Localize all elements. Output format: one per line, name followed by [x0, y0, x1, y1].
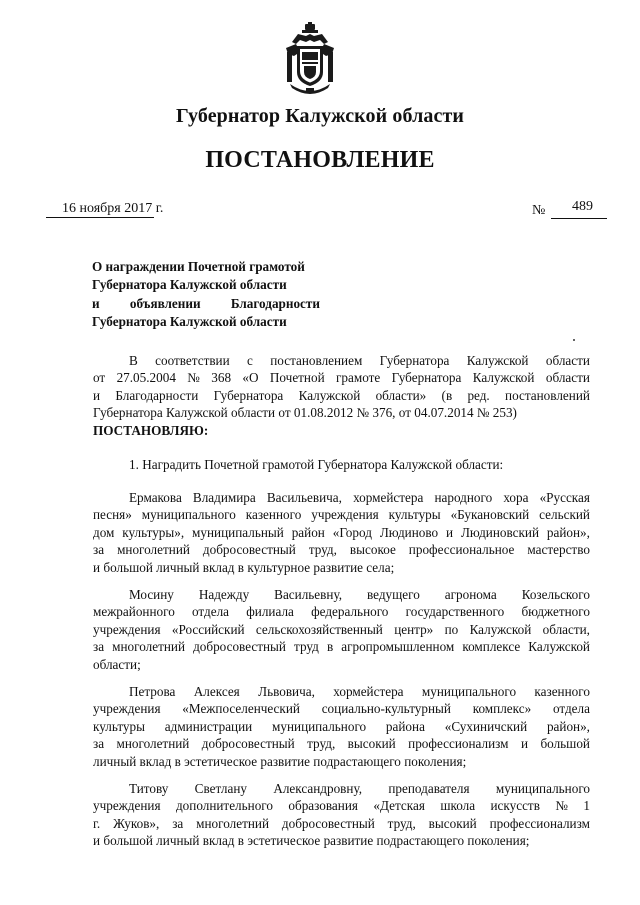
awardee-line: [93, 506, 590, 523]
word: хормейстера: [333, 684, 404, 699]
word: Губернатора: [391, 370, 462, 386]
word: труд,: [308, 542, 337, 558]
word: по: [444, 621, 459, 637]
preamble-line: [93, 387, 590, 404]
word: «О: [242, 370, 259, 386]
document-number: 489: [572, 199, 593, 214]
document-date: 16 ноября 2017 г.: [62, 201, 164, 216]
word: бюджетного: [521, 604, 590, 620]
word: Благодарности: [115, 387, 199, 403]
word: 1: [583, 798, 590, 814]
word: Калужской: [298, 387, 361, 403]
awardee-line: и большой личный вклад в эстетическое развитие подрастающего поколения;: [93, 833, 530, 849]
word: области»: [375, 387, 427, 403]
word: песня»: [93, 507, 132, 523]
preamble-word: соответствии: [155, 353, 230, 368]
word: ред.: [467, 387, 490, 403]
word: района: [385, 718, 425, 734]
word: муниципального: [421, 684, 517, 699]
word: «Детская: [373, 798, 425, 814]
word: 368: [211, 370, 232, 386]
awardee-line: [93, 718, 590, 735]
word: образования: [288, 798, 358, 814]
awardee-line: [93, 541, 590, 558]
word: Губернатора: [213, 387, 284, 403]
word: Васильевича,: [266, 490, 342, 505]
word: от: [93, 370, 106, 386]
awardee-line: [93, 700, 590, 717]
document-type-title: ПОСТАНОВЛЕНИЕ: [205, 147, 435, 173]
word: в: [326, 639, 334, 655]
word: «Российский: [171, 621, 245, 637]
word: муниципального: [272, 718, 367, 734]
word: хормейстера: [353, 490, 424, 505]
word: Людиново: [379, 524, 439, 540]
preamble-word: В: [129, 353, 138, 368]
word: Надежду: [198, 587, 250, 602]
word: отдела: [552, 701, 590, 717]
word: многолетний: [112, 639, 186, 655]
word: Почетной: [269, 370, 325, 386]
awardee-line: и большой личный вклад в культурное развитие села;: [93, 559, 395, 575]
word: Титову: [129, 781, 169, 796]
awardee-line: [93, 586, 590, 603]
date-underline: [46, 217, 154, 218]
word: район»,: [546, 524, 590, 540]
word: №: [187, 370, 200, 386]
word: искусств: [490, 798, 540, 814]
preamble-paragraph: [93, 352, 590, 439]
word: «Город: [332, 524, 372, 540]
preamble-word: с: [247, 353, 253, 368]
word: агропромышленном: [341, 639, 455, 655]
awardee-paragraph: [93, 586, 590, 673]
decree-word: ПОСТАНОВЛЯЮ:: [93, 422, 209, 438]
word: профессионализм: [489, 815, 590, 831]
word: добросовестный: [202, 542, 296, 558]
word: агронома: [444, 587, 497, 602]
word: добросовестный: [193, 639, 286, 655]
word: Калужской: [528, 639, 590, 655]
word: культуры: [93, 718, 145, 734]
word: муниципальный: [192, 524, 284, 540]
word: учреждения: [93, 798, 161, 814]
word: Ермакова: [129, 490, 182, 505]
word: Алексея: [193, 684, 240, 699]
word: многолетний: [117, 542, 190, 558]
word: школа: [440, 798, 476, 814]
issuing-authority: Губернатор Калужской области: [175, 105, 465, 127]
word: культуры: [388, 507, 441, 523]
word: «Русская: [539, 490, 590, 505]
word: дом: [93, 524, 115, 540]
number-underline: [551, 218, 607, 219]
awardee-line: [93, 621, 590, 638]
word: центр»: [394, 621, 434, 637]
preamble-line: [93, 369, 590, 386]
word: г.: [93, 815, 101, 831]
word: муниципального: [141, 507, 236, 523]
word: добросовестный: [281, 815, 375, 831]
awardee-line: [93, 603, 590, 620]
scan-speck: [573, 339, 575, 341]
word: Светлану: [194, 781, 247, 796]
word: «Букановский: [450, 507, 530, 523]
word: Владимира: [192, 490, 256, 505]
word: культуры»,: [122, 524, 185, 540]
word: отдела: [192, 604, 230, 620]
awardee-line: [93, 524, 590, 541]
word: области: [545, 370, 590, 386]
word: Калужской: [472, 370, 535, 386]
word: ведущего: [366, 587, 420, 602]
number-sign: №: [532, 203, 546, 218]
preamble-line: [93, 352, 590, 369]
word: Козельского: [521, 587, 590, 602]
word: Александровну,: [273, 781, 363, 796]
word: сельский: [539, 507, 590, 523]
word: постановлений: [505, 387, 590, 403]
preamble-word: области: [545, 353, 590, 368]
word: дополнительного: [175, 798, 273, 814]
word: Калужской: [469, 621, 532, 637]
word: федерального: [311, 604, 389, 620]
word: высокий: [428, 815, 477, 831]
word: высокий: [347, 736, 396, 752]
word: филиала: [246, 604, 294, 620]
awardee-line: [93, 638, 590, 655]
word: за: [172, 815, 184, 831]
awardee-line: области;: [93, 656, 141, 672]
awardee-paragraph: [93, 489, 590, 576]
word: труд,: [387, 815, 416, 831]
word: государственного: [405, 604, 505, 620]
word: учреждения: [93, 621, 161, 637]
word: многолетний: [116, 736, 190, 752]
subject-line: Губернатора Калужской области: [92, 277, 287, 293]
coat-of-arms-icon: [284, 22, 336, 98]
word: Петрова: [129, 684, 176, 699]
word: учреждения: [311, 507, 379, 523]
subject-word: объявлении: [129, 295, 201, 311]
word: профессионализм: [408, 736, 509, 752]
subject-line: [92, 295, 320, 313]
word: народного: [434, 490, 493, 505]
word: добросовестный: [201, 736, 295, 752]
document-subject: [92, 258, 320, 331]
word: 27.05.2004: [116, 370, 176, 386]
word: казенного: [534, 684, 590, 699]
word: за: [93, 542, 105, 558]
awardee-line: [93, 489, 590, 506]
subject-word: Благодарности: [230, 295, 320, 311]
subject-line: О награждении Почетной грамотой: [92, 259, 305, 274]
word: хора: [503, 490, 529, 505]
awardee-line: [93, 735, 590, 752]
word: за: [93, 639, 105, 655]
word: за: [93, 736, 105, 752]
awardee-paragraph: [93, 683, 590, 770]
word: Жуков»,: [113, 815, 160, 831]
word: мастерство: [527, 542, 590, 558]
word: многолетний: [196, 815, 270, 831]
word: Мосину: [129, 587, 174, 602]
subject-line: Губернатора Калужской области: [92, 313, 287, 329]
awardee-line: личный вклад в эстетическое развитие подрастающего поколения;: [93, 753, 467, 769]
word: казенного: [245, 507, 302, 523]
word: администрации: [164, 718, 253, 734]
preamble-word: постановлением: [270, 353, 363, 368]
word: комплекс»: [472, 701, 532, 717]
word: муниципального: [495, 781, 590, 796]
word: Васильевну,: [274, 587, 343, 602]
word: труд,: [307, 736, 336, 752]
word: труд: [294, 639, 319, 655]
awardee-line: [93, 683, 590, 700]
subject-word: и: [92, 295, 100, 311]
word: Львовича,: [258, 684, 315, 699]
word: профессиональное: [408, 542, 515, 558]
word: Людиновский: [460, 524, 540, 540]
word: «Межпоселенческий: [182, 701, 300, 717]
item1-title: 1. Наградить Почетной грамотой Губернатора Калужской области:: [129, 457, 504, 472]
word: №: [555, 798, 568, 814]
word: социально-культурный: [321, 701, 451, 717]
preamble-word: Калужской: [466, 353, 529, 368]
item1-paragraph: [93, 456, 590, 473]
word: комплексе: [462, 639, 521, 655]
preamble-word: Губернатора: [379, 353, 450, 368]
word: области,: [542, 621, 590, 637]
preamble-line: Губернатора Калужской области от 01.08.2012 № 376, от 04.07.2014 № 253): [93, 405, 517, 421]
word: преподавателя: [388, 781, 470, 796]
awardee-line: [93, 780, 590, 797]
word: и: [520, 736, 529, 752]
word: (в: [441, 387, 453, 403]
word: высокое: [349, 542, 396, 558]
word: учреждения: [93, 701, 161, 717]
word: грамоте: [336, 370, 381, 386]
word: и: [445, 524, 454, 540]
word: «Сухиничский: [444, 718, 528, 734]
word: сельскохозяйственный: [255, 621, 383, 637]
word: район»,: [546, 718, 590, 734]
word: район: [291, 524, 325, 540]
awardee-line: [93, 815, 590, 832]
word: и: [93, 387, 101, 403]
awardee-paragraph: [93, 780, 590, 850]
word: межрайонного: [93, 604, 175, 620]
word: большой: [540, 736, 590, 752]
awardee-line: [93, 797, 590, 814]
